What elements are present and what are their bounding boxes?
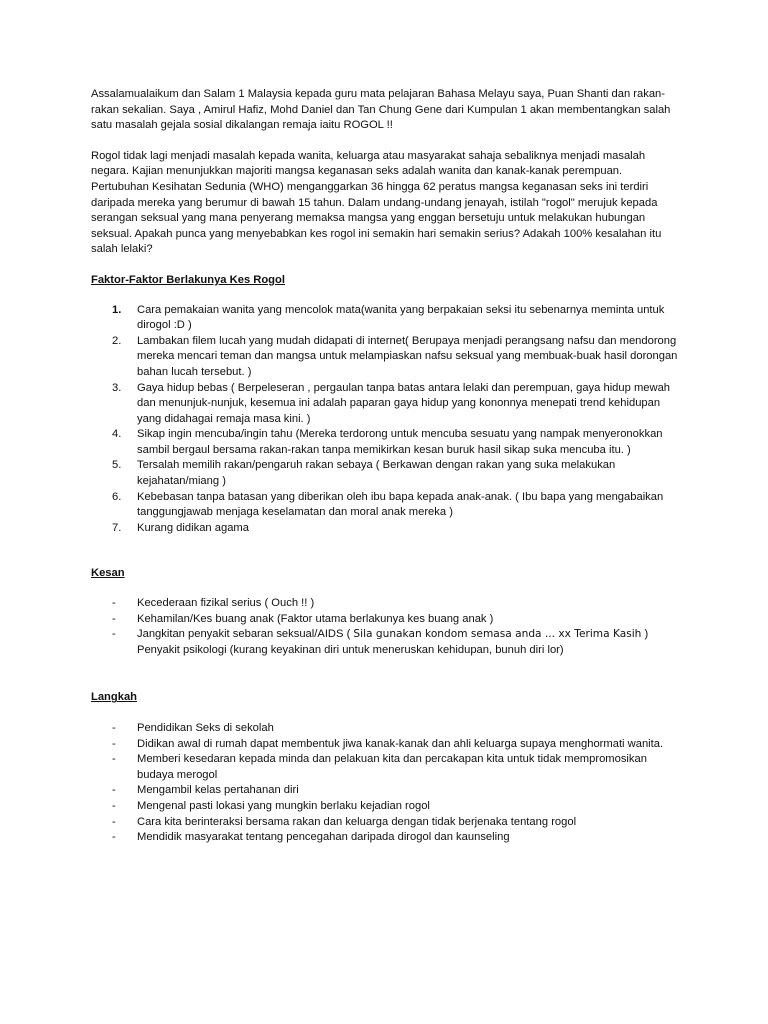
- list-item-text: Kebebasan tanpa batasan yang diberikan oleh ibu bapa kepada anak-anak. ( Ibu bapa yang mengabaikan tanggungjawab menjaga keselamatan dan moral anak mereka ): [137, 490, 664, 519]
- list-marker: -: [112, 628, 116, 641]
- langkah-heading: Langkah: [91, 691, 138, 704]
- list-item: [91, 815, 681, 831]
- list-item: [91, 427, 681, 458]
- list-marker: -: [112, 815, 116, 828]
- list-item: [91, 521, 681, 537]
- langkah-list: [91, 721, 681, 846]
- list-item: [91, 490, 681, 521]
- list-marker: 5.: [112, 459, 122, 472]
- faktor-heading: Faktor-Faktor Berlakunya Kes Rogol: [91, 273, 285, 286]
- list-item-text: Mendidik masyarakat tentang pencegahan daripada dirogol dan kaunseling: [137, 831, 510, 844]
- kesan-list: [91, 596, 681, 643]
- list-item-text: Lambakan filem lucah yang mudah didapati di internet( Berupaya menjadi perangsang nafsu dan mendorong mereka mencari teman dan mangsa untuk melampiaskan nafsu seksual yang membuak-buak hasil dorongan bahan lucah tersebut. ): [137, 334, 678, 378]
- list-item: [91, 799, 681, 815]
- list-marker: 3.: [112, 381, 122, 394]
- list-item-text: Cara kita berinteraksi bersama rakan dan keluarga dengan tidak berjenaka tentang rogol: [137, 815, 577, 828]
- list-marker: 6.: [112, 490, 122, 503]
- intro-paragraph: Assalamualaikum dan Salam 1 Malaysia kepada guru mata pelajaran Bahasa Melayu saya, Puan Shanti dan rakan-rakan sekalian. Saya , Amirul Hafiz, Mohd Daniel dan Tan Chung Gene dari Kumpulan 1 akan membentangkan salah satu masalah gejala sosial dikalangan remaja iaitu ROGOL !!: [91, 88, 671, 132]
- list-marker: 2.: [112, 334, 122, 347]
- list-item-text: Kehamilan/Kes buang anak (Faktor utama berlakunya kes buang anak ): [137, 612, 494, 625]
- list-marker: -: [112, 784, 116, 797]
- list-marker: 7.: [112, 521, 122, 534]
- list-item-text: Mengenal pasti lokasi yang mungkin berlaku kejadian rogol: [137, 799, 430, 812]
- list-marker: -: [112, 597, 116, 610]
- list-item-text: Tersalah memilih rakan/pengaruh rakan sebaya ( Berkawan dengan rakan yang suka melakukan kejahatan/miang ): [137, 459, 616, 488]
- list-item-text: Kecederaan fizikal serius ( Ouch !! ): [137, 597, 315, 610]
- list-item-text-start: Jangkitan penyakit sebaran seksual/AIDS (: [137, 628, 354, 641]
- list-marker: 4.: [112, 428, 122, 441]
- kesan-heading: Kesan: [91, 567, 125, 580]
- list-marker: -: [112, 831, 116, 844]
- list-item-text: Gaya hidup bebas ( Berpeleseran , pergaulan tanpa batas antara lelaki dan perempuan, gaya hidup mewah dan menunjuk-nunjuk, kesemua ini adalah paparan gaya hidup yang kononnya menepati trend kehidupan yang didahagai remaja masa kini. ): [137, 381, 671, 425]
- list-item: [91, 830, 681, 846]
- list-item-text: Pendidikan Seks di sekolah: [137, 722, 274, 734]
- list-marker: -: [112, 753, 116, 766]
- list-item: [91, 721, 681, 737]
- list-item-text: Didikan awal di rumah dapat membentuk jiwa kanak-kanak dan ahli keluarga supaya menghormati wanita.: [137, 737, 664, 750]
- faktor-list: [91, 303, 681, 537]
- list-item-text: Memberi kesedaran kepada minda dan pelakuan kita dan percakapan kita untuk tidak mempromosikan budaya merogol: [137, 753, 647, 781]
- background-paragraph: Rogol tidak lagi menjadi masalah kepada wanita, keluarga atau masyarakat sahaja sebaliknya menjadi masalah negara. Kajian menunjukkan majoriti mangsa keganasan seks adalah wanita dan kanak-kanak perempuan. Pertubuhan Kesihatan Sedunia (WHO) menganggarkan 36 hingga 62 peratus mangsa keganasan seks ini terdiri daripada mereka yang berumur di bawah 15 tahun. Dalam undang-undang jenayah, istilah "rogol" merujuk kepada serangan seksual yang mana penyerang memaksa mangsa yang enggan bersetuju untuk melakukan hubungan seksual. Apakah punca yang menyebabkan kes rogol ini semakin hari semakin serius? Adakah 100% kesalahan itu salah lelaki?: [91, 149, 662, 256]
- list-item: [91, 596, 681, 612]
- list-item: [91, 381, 681, 428]
- list-item-text: Cara pemakaian wanita yang mencolok mata(wanita yang berpakaian seksi itu sebenarnya meminta untuk dirogol :D ): [137, 303, 665, 332]
- list-marker: 1.: [112, 303, 122, 316]
- list-marker: -: [112, 799, 116, 812]
- list-item-text-aside: Sila gunakan kondom semasa anda ... xx Terima Kasih: [353, 628, 642, 641]
- list-marker: -: [112, 737, 116, 750]
- list-item: [91, 458, 681, 489]
- list-item-text: Kurang didikan agama: [137, 521, 249, 534]
- list-item-text: Mengambil kelas pertahanan diri: [137, 784, 299, 797]
- list-item: [91, 627, 681, 643]
- list-item-text: Sikap ingin mencuba/ingin tahu (Mereka terdorong untuk mencuba sesuatu yang nampak menyeronokkan sambil bergaul bersama rakan-rakan tanpa memikirkan kesan buruk hasil sikap suka mencuba itu. ): [137, 428, 663, 456]
- kesan-continuation: Penyakit psikologi (kurang keyakinan diri untuk meneruskan kehidupan, bunuh diri lor): [137, 643, 564, 656]
- document-page: [91, 87, 681, 846]
- list-marker: -: [112, 612, 116, 625]
- list-item: [91, 752, 681, 783]
- list-item-text-end: ): [641, 628, 649, 641]
- list-item: [91, 612, 681, 628]
- list-item: [91, 737, 681, 753]
- list-marker: -: [112, 722, 116, 734]
- list-item: [91, 334, 681, 381]
- list-item: [91, 783, 681, 799]
- list-item: [91, 303, 681, 334]
